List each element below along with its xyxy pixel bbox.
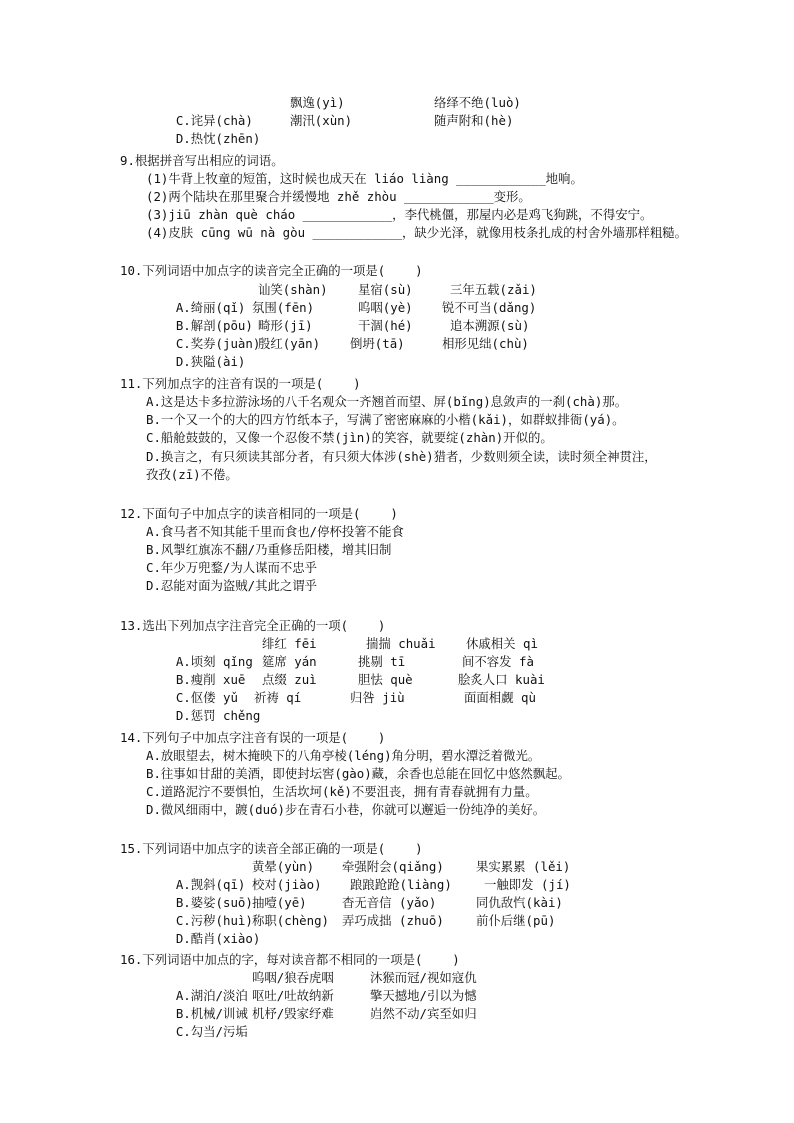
q14-option-d: D.微风细雨中，踱(duó)步在青石小巷，你就可以邂逅一份纯净的美好。	[146, 802, 546, 817]
q11-option-b: B.一个又一个的大的四方竹纸本子，写满了密密麻麻的小楷(kǎi)，如群蚁排衙(yá)。	[146, 412, 625, 427]
q15-stem: 15.下列词语中加点字的读音全部正确的一项是( )	[120, 841, 423, 856]
q13-option-b: B.瘦削 xuē 筵席 yán 挑剔 tī 间不容发 fà	[175, 654, 534, 687]
q9-item-4: (4)皮肤 cūng wū nà gòu ____________，缺少光泽，就像用枝条扎成的村舍外墙那样粗糙。	[146, 225, 688, 240]
q13-option-d: D.惩罚 chěng 祈祷 qí 归咎 jiù 面面相觑 qù	[175, 690, 536, 723]
q16-option-c: C.勾当/污垢 机杼/毁家纾难 岿然不动/宾至如归	[175, 1006, 477, 1039]
q10-option-d: D.狭隘(ài) 殷红(yān) 倒坍(tā) 相形见绌(chù)	[175, 336, 529, 369]
q15-option-b: B.婆娑(suō) 校对(jiào) 踉踉跄跄(liàng) 一触即发 (jí)	[175, 877, 571, 910]
q14-option-c: C.道路泥泞不要惧怕，生活坎坷(kě)不要沮丧，拥有青春就拥有力量。	[146, 784, 538, 799]
q15-option-d: D.酷肖(xiào) 称职(chèng) 弄巧成拙 (zhuō) 前仆后继(pū)	[175, 913, 556, 946]
q8-option-c: C.诧异(chà) 飘逸(yì) 络绎不绝(luò)	[175, 95, 521, 128]
q16-option-b: B.机械/训诫 呕吐/吐故纳新 擎天撼地/引以为憾	[175, 988, 477, 1021]
q16-stem: 16.下列词语中加点的字，每对读音都不相同的一项是( )	[120, 952, 460, 967]
q11-stem: 11.下列加点字的注音有误的一项是( )	[120, 376, 361, 391]
q10-stem: 10.下列词语中加点字的读音完全正确的一项是( )	[120, 263, 423, 278]
q13-stem: 13.选出下列加点字注音完全正确的一项( )	[120, 618, 386, 633]
q12-option-d: D.忍能对面为盗贼/其此之谓乎	[146, 578, 318, 593]
q12-option-a: A.食马者不知其能千里而食也/停杯投箸不能食	[146, 524, 404, 539]
q15-option-a: A.觊斜(qī) 黄晕(yùn) 牵强附会(qiǎng) 果实累累 (lěi)	[175, 859, 571, 892]
q15-option-c: C.污秽(huì) 抽噎(yē) 杳无音信 (yǎo) 同仇敌忾(kài)	[175, 895, 563, 928]
q11-option-d: D.换言之，有只须读其部分者，有只须大体涉(shè)猎者，少数则须全读，读时须全神贯注，	[146, 449, 657, 464]
q11-option-a: A.这是达卡多拉游泳场的八千名观众一齐翘首而望、屏(bǐng)息敛声的一刹(chà)那。	[146, 394, 628, 409]
q12-option-b: B.风掣红旗冻不翻/乃重修岳阳楼，增其旧制	[146, 542, 392, 557]
q12-stem: 12.下面句子中加点字的读音相同的一项是( )	[120, 506, 398, 521]
q9-stem: 9.根据拼音写出相应的词语。	[120, 153, 284, 168]
q14-stem: 14.下列句子中加点字注音有误的一项是( )	[120, 730, 386, 745]
q9-item-1: (1)牛背上牧童的短笛，这时候也成天在 liáo liàng ____________地响。	[146, 171, 583, 186]
q12-option-c: C.年少万兜鍪/为人谋而不忠乎	[146, 560, 318, 575]
q14-option-b: B.往事如甘甜的美酒，即使封坛窖(gào)藏，余香也总能在回忆中悠然飘起。	[146, 766, 570, 781]
q10-option-b: B.解剖(pōu) 氛围(fēn) 呜咽(yè) 锐不可当(dǎng)	[175, 300, 537, 333]
q13-option-c: C.伛偻 yǔ 点缀 zuì 胆怯 què 脍炙人口 kuài	[175, 672, 545, 705]
q11-option-c: C.船舱鼓鼓的，又像一个忍俊不禁(jìn)的笑容，就要绽(zhàn)开似的。	[146, 430, 553, 445]
q9-item-3: (3)jiū zhàn què cháo ____________，李代桃僵，那屋内必是鸡飞狗跳，不得安宁。	[146, 207, 653, 222]
q13-option-a: A.顷刻 qǐng 绯红 fēi 揣揣 chuǎi 休戚相关 qì	[175, 636, 538, 669]
q10-option-c: C.奖券(juàn) 畸形(jī) 干涸(hé) 追本溯源(sù)	[175, 318, 530, 351]
q11-option-d-cont: 孜孜(zī)不倦。	[146, 467, 238, 482]
q9-item-2: (2)两个陆块在那里聚合并缓慢地 zhě zhòu ____________变形。	[146, 189, 531, 204]
q10-option-a: A.绮丽(qǐ) 讪笑(shàn) 星宿(sù) 三年五载(zǎi)	[175, 282, 537, 315]
q16-option-a: A.湖泊/淡泊 呜咽/狼吞虎咽 沐猴而冠/视如寇仇	[175, 970, 477, 1003]
q14-option-a: A.放眼望去，树木掩映下的八角亭棱(léng)角分明，碧水潭泛着微光。	[146, 748, 541, 763]
q8-option-d: D.热忱(zhēn) 潮汛(xùn) 随声附和(hè)	[175, 113, 514, 146]
